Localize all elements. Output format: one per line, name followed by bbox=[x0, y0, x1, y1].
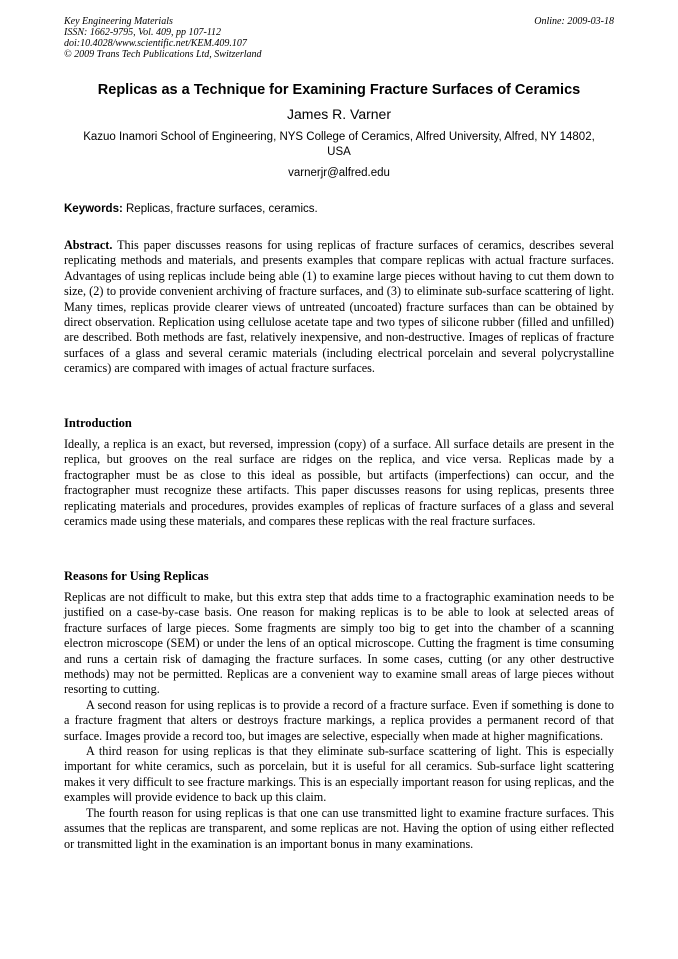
paper-title: Replicas as a Technique for Examining Fracture Surfaces of Ceramics bbox=[97, 82, 581, 98]
abstract-text: This paper discusses reasons for using replicas of fracture surfaces of ceramics, describes several replicating methods and materials, and presents examples that compare replicas with actual fracture surfaces. Advantages of using replicas include being able (1) to examine large pieces without having to cut them down to size, (2) to provide convenient archiving of fracture surfaces, and (3) to eliminate sub-surface scattering of light. Many times, replicas provide clearer views of untreated (uncoated) fracture surfaces than can be obtained by direct observation. Replication using cellulose acetate tape and two types of silicone rubber (filled and unfilled) are described. Both methods are fast, relatively inexpensive, and non-destructive. Images of replicas of fracture surfaces of a glass and several ceramic materials (including electrical porcelain and several polycrystalline ceramics) are compared with images of actual fracture surfaces. bbox=[64, 238, 614, 376]
keywords bbox=[64, 202, 318, 217]
journal-name: Key Engineering Materials bbox=[64, 16, 173, 27]
keywords-text: Replicas, fracture surfaces, ceramics. bbox=[122, 203, 318, 215]
affiliation: Kazuo Inamori School of Engineering, NYS College of Ceramics, Alfred University, Alfred, NY 14802, USA bbox=[83, 131, 595, 158]
keywords-label: Keywords: bbox=[64, 203, 123, 215]
online-date: Online: 2009-03-18 bbox=[534, 16, 614, 27]
journal-header bbox=[64, 16, 262, 60]
introduction-text: Ideally, a replica is an exact, but reversed, impression (copy) of a surface. All surface details are present in the replica, but grooves on the real surface are ridges on the replica, and vice versa. Replicas made by a fractographer must be as close to this ideal as possible, but artifacts (imperfections) can occur, and the fractographer must recognize these artifacts. This paper discusses reasons for using replicas, presents three replicating materials and procedures, provides examples of replicas of fracture surfaces of a glass and several ceramics made using these materials, and compares these replicas with the real fracture surfaces. bbox=[64, 437, 614, 529]
author-email[interactable]: varnerjr@alfred.edu bbox=[288, 167, 390, 179]
abstract-label: Abstract. bbox=[64, 238, 113, 252]
reasons-body bbox=[64, 590, 614, 852]
introduction-heading: Introduction bbox=[64, 416, 132, 430]
reasons-paragraph: The fourth reason for using replicas is that one can use transmitted light to examine fracture surfaces. This assumes that the replicas are transparent, and some replicas are not. Having the option of using either reflected or transmitted light in the examination is an important bonus in many examinations. bbox=[64, 805, 614, 851]
reasons-paragraph: A second reason for using replicas is to provide a record of a fracture surface. Even if something is done to a fracture fragment that alters or destroys fracture markings, a replica provides a permanent record of that surface. Images provide a record too, but images are selective, especially when made at higher magnifications. bbox=[64, 697, 614, 743]
reasons-paragraph: Replicas are not difficult to make, but this extra step that adds time to a fractographic examination needs to be justified on a case-by-case basis. One reason for making replicas is to be able to look at selected areas of fracture surfaces of large pieces. Some fragments are simply too big to get into the chamber of a scanning electron microscope (SEM) or under the lens of an optical microscope. Cutting the fragment is time consuming and runs a certain risk of damaging the fracture surfaces. In some cases, cutting (or any other destructive methods) may not be permitted. Replicas are a convenient way to examine small areas of large pieces without resorting to cutting. bbox=[64, 590, 614, 697]
copyright-line: © 2009 Trans Tech Publications Ltd, Switzerland bbox=[64, 49, 262, 60]
abstract bbox=[64, 238, 614, 377]
issn-line: ISSN: 1662-9795, Vol. 409, pp 107-112 bbox=[64, 27, 222, 38]
reasons-paragraph: A third reason for using replicas is that they eliminate sub-surface scattering of light. This is especially important for white ceramics, such as porcelain, but it is useful for all ceramics. Sub-surface light scattering makes it very difficult to see fracture markings. This is an especially important reason for using replicas, and the examples will provide evidence to back up this claim. bbox=[64, 744, 614, 805]
reasons-heading: Reasons for Using Replicas bbox=[64, 569, 209, 583]
author-name: James R. Varner bbox=[287, 106, 391, 122]
doi-line[interactable]: doi:10.4028/www.scientific.net/KEM.409.107 bbox=[64, 38, 247, 49]
